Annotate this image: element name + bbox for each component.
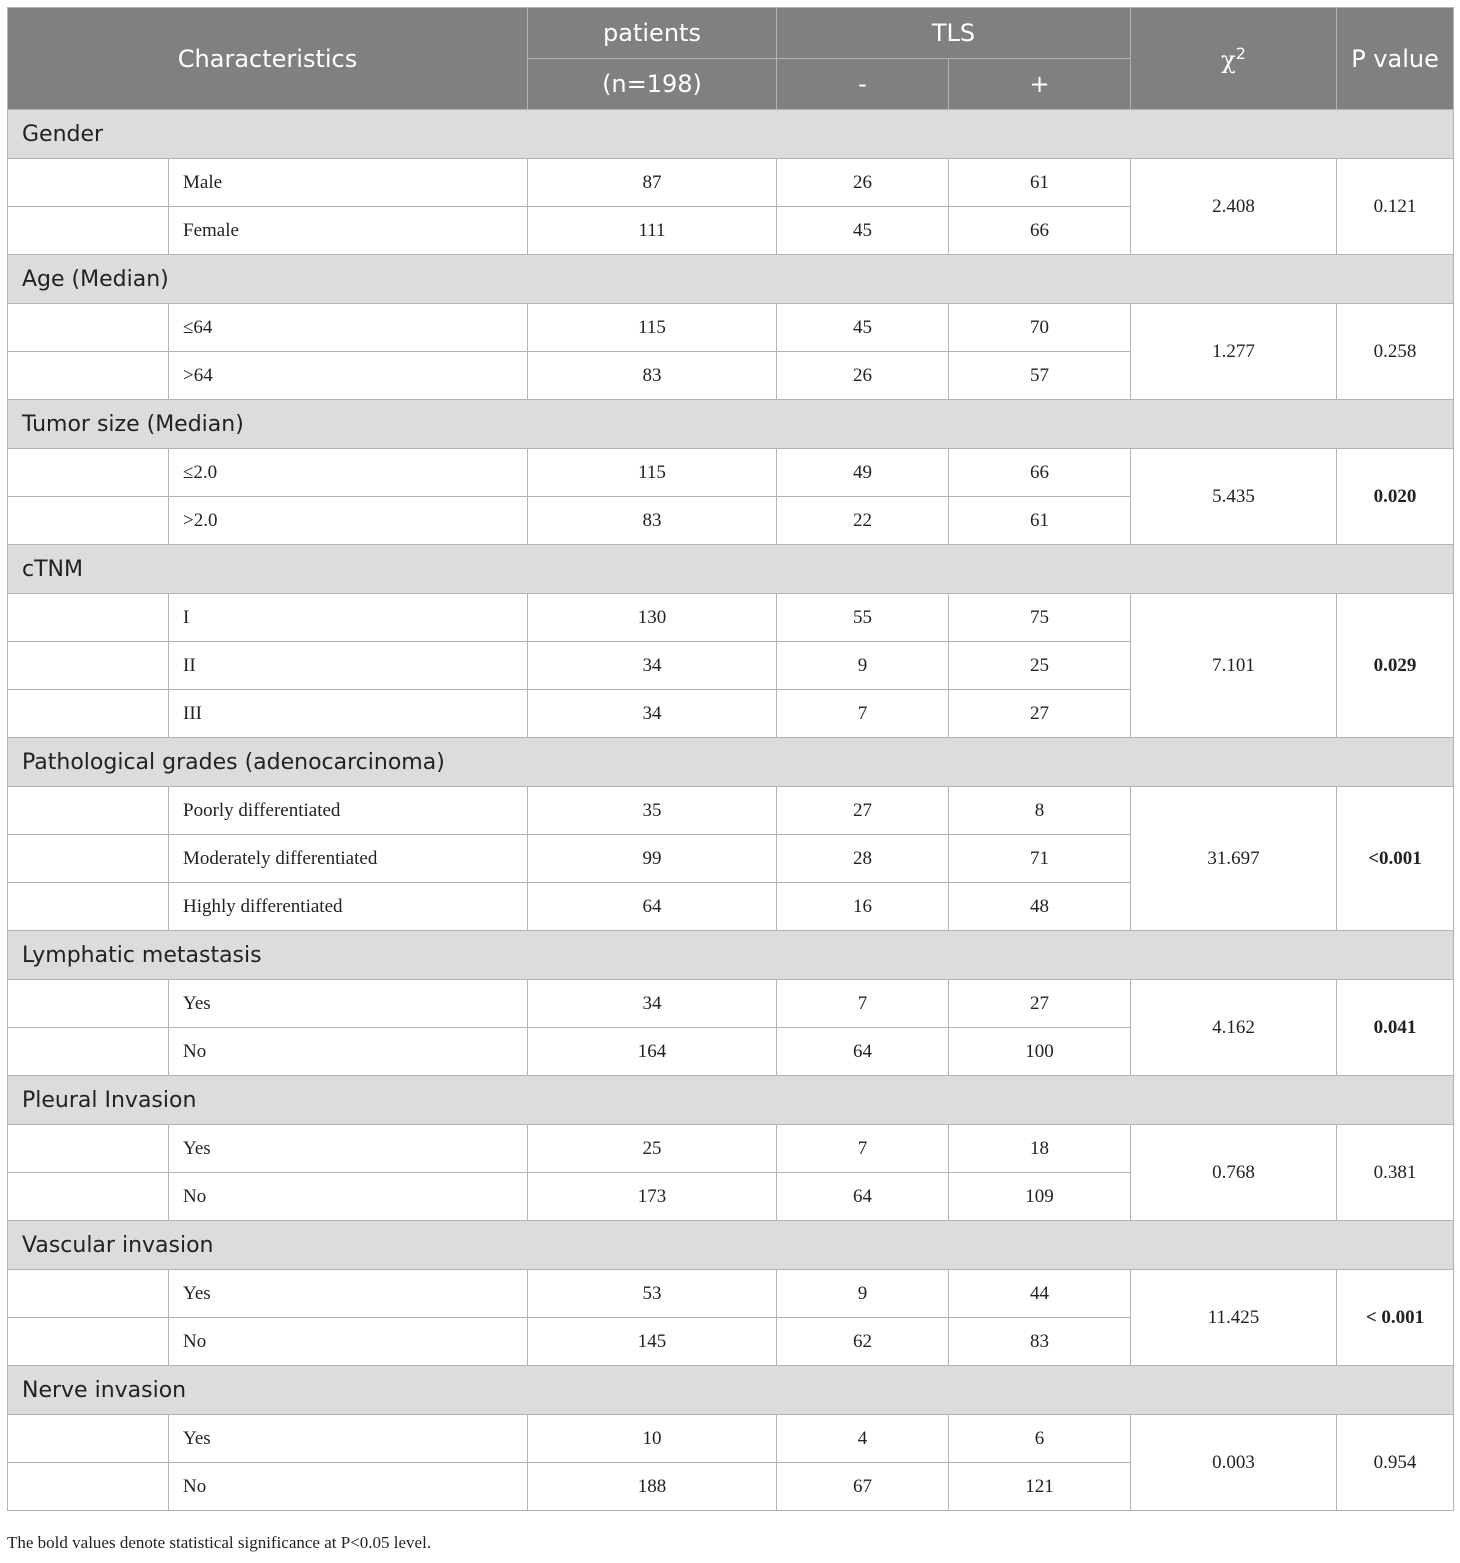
- table-row: [8, 980, 1454, 1028]
- header-tls-negative: -: [777, 59, 949, 110]
- patients-count: 25: [528, 1125, 777, 1173]
- row-label: No: [169, 1173, 528, 1221]
- chi2-value: 7.101: [1131, 594, 1337, 738]
- header-pvalue: P value: [1337, 8, 1454, 110]
- row-label: >2.0: [169, 497, 528, 545]
- group-title: cTNM: [8, 545, 1454, 594]
- tls-positive-count: 25: [949, 642, 1131, 690]
- p-value: 0.258: [1337, 304, 1454, 400]
- row-label: Female: [169, 207, 528, 255]
- patients-count: 64: [528, 883, 777, 931]
- indent-cell: [8, 497, 169, 545]
- row-label: No: [169, 1318, 528, 1366]
- patients-count: 35: [528, 787, 777, 835]
- group-title: Tumor size (Median): [8, 400, 1454, 449]
- table-row: [8, 159, 1454, 207]
- table-footnote: The bold values denote statistical significance at P<0.05 level.: [7, 1533, 432, 1552]
- p-value: 0.954: [1337, 1415, 1454, 1511]
- tls-negative-count: 7: [777, 690, 949, 738]
- characteristics-table: [7, 7, 1454, 1511]
- group-title: Nerve invasion: [8, 1366, 1454, 1415]
- p-value: < 0.001: [1337, 1270, 1454, 1366]
- group-header-row: [8, 1366, 1454, 1415]
- tls-negative-count: 16: [777, 883, 949, 931]
- chi2-value: 11.425: [1131, 1270, 1337, 1366]
- tls-positive-count: 66: [949, 449, 1131, 497]
- tls-positive-count: 71: [949, 835, 1131, 883]
- group-header-row: [8, 545, 1454, 594]
- tls-positive-count: 27: [949, 980, 1131, 1028]
- patients-count: 115: [528, 449, 777, 497]
- indent-cell: [8, 1125, 169, 1173]
- row-label: Yes: [169, 980, 528, 1028]
- row-label: Yes: [169, 1415, 528, 1463]
- p-value: <0.001: [1337, 787, 1454, 931]
- indent-cell: [8, 642, 169, 690]
- indent-cell: [8, 835, 169, 883]
- chi2-value: 5.435: [1131, 449, 1337, 545]
- row-label: Moderately differentiated: [169, 835, 528, 883]
- header-characteristics: Characteristics: [8, 8, 528, 110]
- tls-negative-count: 26: [777, 159, 949, 207]
- header-patients: patients: [528, 8, 777, 59]
- tls-negative-count: 27: [777, 787, 949, 835]
- row-label: No: [169, 1028, 528, 1076]
- patients-count: 145: [528, 1318, 777, 1366]
- tls-negative-count: 4: [777, 1415, 949, 1463]
- tls-negative-count: 55: [777, 594, 949, 642]
- table-header: [8, 8, 1454, 110]
- tls-negative-count: 64: [777, 1028, 949, 1076]
- indent-cell: [8, 594, 169, 642]
- indent-cell: [8, 352, 169, 400]
- tls-negative-count: 45: [777, 304, 949, 352]
- tls-negative-count: 49: [777, 449, 949, 497]
- patients-count: 130: [528, 594, 777, 642]
- patients-count: 83: [528, 352, 777, 400]
- tls-positive-count: 44: [949, 1270, 1131, 1318]
- row-label: Male: [169, 159, 528, 207]
- chi2-value: 31.697: [1131, 787, 1337, 931]
- table-row: [8, 787, 1454, 835]
- group-title: Lymphatic metastasis: [8, 931, 1454, 980]
- indent-cell: [8, 883, 169, 931]
- chi2-superscript: 2: [1235, 43, 1246, 63]
- row-label: Poorly differentiated: [169, 787, 528, 835]
- indent-cell: [8, 787, 169, 835]
- table-row: [8, 1125, 1454, 1173]
- tls-positive-count: 6: [949, 1415, 1131, 1463]
- tls-positive-count: 18: [949, 1125, 1131, 1173]
- group-header-row: [8, 400, 1454, 449]
- group-header-row: [8, 1076, 1454, 1125]
- tls-positive-count: 100: [949, 1028, 1131, 1076]
- patients-count: 53: [528, 1270, 777, 1318]
- table-row: [8, 1270, 1454, 1318]
- indent-cell: [8, 1173, 169, 1221]
- row-label: No: [169, 1463, 528, 1511]
- header-patients-n: (n=198): [528, 59, 777, 110]
- tls-negative-count: 9: [777, 642, 949, 690]
- header-chi2: [1131, 8, 1337, 110]
- patients-count: 111: [528, 207, 777, 255]
- group-header-row: [8, 255, 1454, 304]
- row-label: >64: [169, 352, 528, 400]
- tls-negative-count: 7: [777, 980, 949, 1028]
- p-value: 0.121: [1337, 159, 1454, 255]
- group-title: Age (Median): [8, 255, 1454, 304]
- indent-cell: [8, 1270, 169, 1318]
- indent-cell: [8, 980, 169, 1028]
- table-row: [8, 449, 1454, 497]
- group-title: Pleural Invasion: [8, 1076, 1454, 1125]
- table-row: [8, 1415, 1454, 1463]
- row-label: III: [169, 690, 528, 738]
- tls-positive-count: 83: [949, 1318, 1131, 1366]
- tls-negative-count: 26: [777, 352, 949, 400]
- header-tls-positive: +: [949, 59, 1131, 110]
- patients-count: 10: [528, 1415, 777, 1463]
- chi2-value: 0.768: [1131, 1125, 1337, 1221]
- patients-count: 99: [528, 835, 777, 883]
- chi2-value: 2.408: [1131, 159, 1337, 255]
- patients-count: 173: [528, 1173, 777, 1221]
- chi2-symbol: χ: [1221, 45, 1236, 74]
- tls-negative-count: 9: [777, 1270, 949, 1318]
- group-header-row: [8, 738, 1454, 787]
- p-value: 0.020: [1337, 449, 1454, 545]
- indent-cell: [8, 304, 169, 352]
- row-label: Yes: [169, 1270, 528, 1318]
- tls-positive-count: 70: [949, 304, 1131, 352]
- patients-count: 87: [528, 159, 777, 207]
- tls-negative-count: 62: [777, 1318, 949, 1366]
- indent-cell: [8, 1415, 169, 1463]
- tls-positive-count: 61: [949, 497, 1131, 545]
- p-value: 0.041: [1337, 980, 1454, 1076]
- group-title: Vascular invasion: [8, 1221, 1454, 1270]
- patients-count: 188: [528, 1463, 777, 1511]
- tls-negative-count: 22: [777, 497, 949, 545]
- tls-positive-count: 66: [949, 207, 1131, 255]
- tls-positive-count: 8: [949, 787, 1131, 835]
- chi2-value: 1.277: [1131, 304, 1337, 400]
- indent-cell: [8, 1318, 169, 1366]
- patients-count: 34: [528, 980, 777, 1028]
- row-label: ≤2.0: [169, 449, 528, 497]
- tls-positive-count: 121: [949, 1463, 1131, 1511]
- indent-cell: [8, 159, 169, 207]
- patients-count: 83: [528, 497, 777, 545]
- tls-negative-count: 67: [777, 1463, 949, 1511]
- chi2-value: 0.003: [1131, 1415, 1337, 1511]
- p-value: 0.381: [1337, 1125, 1454, 1221]
- row-label: I: [169, 594, 528, 642]
- tls-negative-count: 28: [777, 835, 949, 883]
- table-row: [8, 304, 1454, 352]
- tls-positive-count: 27: [949, 690, 1131, 738]
- indent-cell: [8, 449, 169, 497]
- row-label: II: [169, 642, 528, 690]
- group-header-row: [8, 110, 1454, 159]
- tls-positive-count: 109: [949, 1173, 1131, 1221]
- patients-count: 34: [528, 690, 777, 738]
- chi2-value: 4.162: [1131, 980, 1337, 1076]
- patients-count: 164: [528, 1028, 777, 1076]
- group-title: Gender: [8, 110, 1454, 159]
- table-row: [8, 594, 1454, 642]
- tls-negative-count: 64: [777, 1173, 949, 1221]
- patients-count: 115: [528, 304, 777, 352]
- patients-count: 34: [528, 642, 777, 690]
- p-value: 0.029: [1337, 594, 1454, 738]
- row-label: Highly differentiated: [169, 883, 528, 931]
- tls-negative-count: 7: [777, 1125, 949, 1173]
- tls-positive-count: 75: [949, 594, 1131, 642]
- tls-negative-count: 45: [777, 207, 949, 255]
- row-label: ≤64: [169, 304, 528, 352]
- group-title: Pathological grades (adenocarcinoma): [8, 738, 1454, 787]
- indent-cell: [8, 1463, 169, 1511]
- group-header-row: [8, 931, 1454, 980]
- tls-positive-count: 57: [949, 352, 1131, 400]
- tls-positive-count: 61: [949, 159, 1131, 207]
- group-header-row: [8, 1221, 1454, 1270]
- indent-cell: [8, 1028, 169, 1076]
- header-tls: TLS: [777, 8, 1131, 59]
- tls-positive-count: 48: [949, 883, 1131, 931]
- row-label: Yes: [169, 1125, 528, 1173]
- indent-cell: [8, 207, 169, 255]
- table-body: [8, 110, 1454, 1511]
- indent-cell: [8, 690, 169, 738]
